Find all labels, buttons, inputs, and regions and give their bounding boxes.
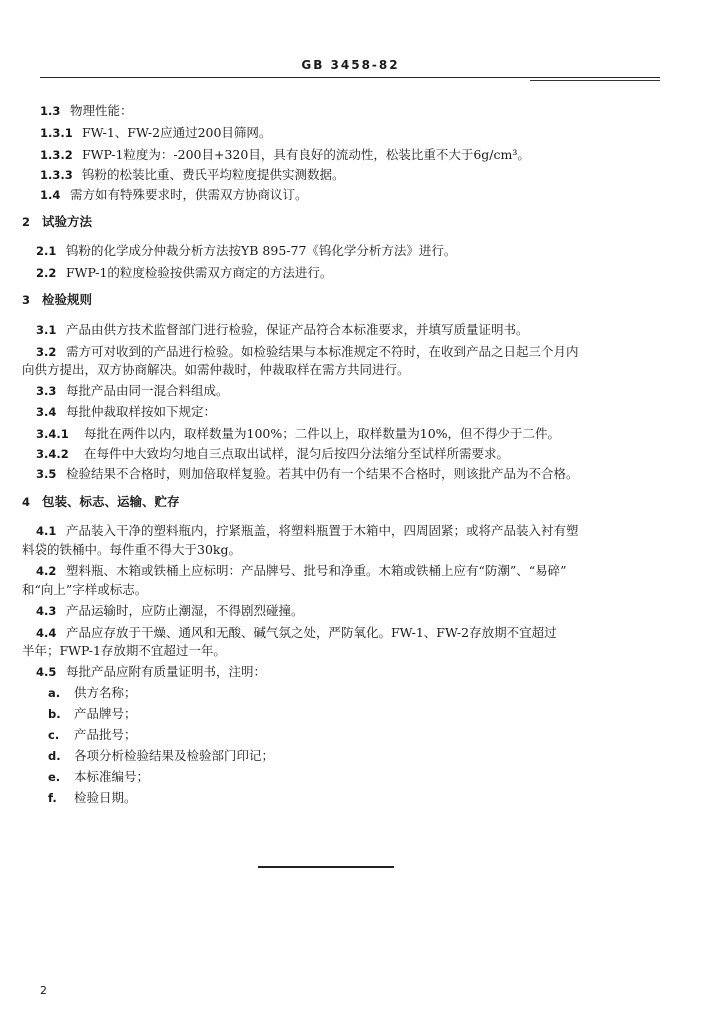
clause-text: 产品牌号； [74, 706, 137, 721]
clause-line [36, 523, 579, 539]
clause-number: a. [48, 686, 61, 700]
clause-text: FWP-1的粒度检验按供需双方商定的方法进行。 [66, 265, 333, 280]
clause-number: 4.2 [36, 564, 57, 578]
clause-number: 4.3 [36, 604, 57, 618]
clause-line [22, 542, 241, 558]
clause-number: 3.1 [36, 323, 57, 337]
clause-text: 半年；FWP-1存放期不宜超过一年。 [22, 643, 226, 658]
clause-text: 产品装入干净的塑料瓶内，拧紧瓶盖，将塑料瓶置于木箱中，四周固紧；或将产品装入衬有塑 [66, 523, 579, 538]
clause-number: 3.5 [36, 467, 57, 481]
clause-line [48, 727, 137, 743]
header-rule [40, 77, 660, 78]
clause-number: f. [48, 791, 57, 805]
clause-text: 料袋的铁桶中。每件重不得大于30kg。 [22, 542, 241, 557]
section-heading [22, 214, 92, 230]
standard-code-header: GB 3458-82 [301, 58, 400, 72]
clause-number: d. [48, 749, 61, 763]
clause-text: 各项分析检验结果及检验部门印记； [74, 748, 275, 763]
clause-number: e. [48, 770, 61, 784]
clause-number: 3.4.2 [36, 447, 69, 461]
clause-line [48, 706, 137, 722]
clause-number: 3.2 [36, 345, 57, 359]
clause-line [36, 344, 579, 360]
clause-number: 4.1 [36, 524, 57, 538]
clause-text: 产品应存放于干燥、通风和无酸、碱气氛之处，严防氧化。FW-1、FW-2存放期不宜超过 [66, 625, 557, 640]
clause-number: 3.4 [36, 405, 57, 419]
clause-line [36, 466, 579, 482]
end-rule [258, 866, 394, 868]
clause-text: 物理性能： [70, 103, 133, 118]
clause-text: 钨粉的松装比重、费氏平均粒度提供实测数据。 [82, 167, 345, 182]
clause-line [22, 582, 147, 598]
clause-number: 4 [22, 495, 31, 509]
clause-number: 1.3.1 [40, 126, 73, 140]
clause-line [36, 404, 216, 420]
clause-text: FW-1、FW-2应通过200目筛网。 [82, 125, 272, 140]
header-rule-secondary [530, 80, 660, 81]
clause-number: 1.3.3 [40, 168, 73, 182]
clause-text: 向供方提出，双方协商解决。如需仲裁时，仲裁取样在需方共同进行。 [22, 362, 410, 377]
clause-number: 4.4 [36, 626, 57, 640]
clause-text: 需方如有特殊要求时，供需双方协商议订。 [70, 187, 308, 202]
clause-line [36, 664, 266, 680]
clause-text: 试验方法 [42, 214, 93, 229]
clause-line [22, 362, 410, 378]
clause-text: 每批仲裁取样按如下规定： [66, 404, 217, 419]
clause-line [36, 603, 304, 619]
clause-line [40, 167, 345, 183]
clause-text: 每批产品应附有质量证明书，注明： [66, 664, 267, 679]
clause-text: 产品运输时，应防止潮湿，不得剧烈碰撞。 [66, 603, 304, 618]
clause-text: 检验日期。 [74, 790, 137, 805]
clause-text: 本标准编号； [74, 769, 150, 784]
clause-number: 1.4 [40, 188, 61, 202]
clause-line [36, 446, 509, 462]
clause-line [36, 563, 567, 579]
clause-number: 4.5 [36, 665, 57, 679]
clause-text: 检验结果不合格时，则加倍取样复验。若其中仍有一个结果不合格时，则该批产品为不合格。 [66, 466, 579, 481]
clause-number: 2.1 [36, 244, 57, 258]
clause-line [40, 147, 530, 163]
clause-text: 在每件中大致均匀地自三点取出试样，混匀后按四分法缩分至试样所需要求。 [84, 446, 510, 461]
page-number: 2 [40, 984, 47, 997]
clause-number: b. [48, 707, 61, 721]
clause-line [48, 769, 149, 785]
clause-line [36, 383, 229, 399]
clause-number: 1.3.2 [40, 148, 73, 162]
clause-line [36, 625, 557, 641]
clause-number: 3.4.1 [36, 427, 69, 441]
clause-number: 1.3 [40, 104, 61, 118]
clause-number: 2 [22, 215, 31, 229]
clause-line [40, 125, 271, 141]
clause-text: 每批在两件以内，取样数量为100%；二件以上，取样数量为10%，但不得少于二件。 [84, 426, 561, 441]
clause-text: 需方可对收到的产品进行检验。如检验结果与本标准规定不符时，在收到产品之日起三个月内 [66, 344, 579, 359]
clause-text: 供方名称； [74, 685, 137, 700]
clause-text: 塑料瓶、木箱或铁桶上应标明：产品牌号、批号和净重。木箱或铁桶上应有“防潮”、“易碎” [66, 563, 567, 578]
clause-text: 和“向上”字样或标志。 [22, 582, 148, 597]
clause-text: FWP-1粒度为：-200目+320目，具有良好的流动性，松装比重不大于6g/cm³。 [82, 147, 530, 162]
clause-line [36, 426, 560, 442]
clause-text: 检验规则 [42, 292, 93, 307]
clause-text: 包装、标志、运输、贮存 [42, 494, 180, 509]
section-heading [22, 494, 180, 510]
clause-number: 3 [22, 293, 31, 307]
section-heading [22, 292, 92, 308]
clause-line [48, 685, 137, 701]
clause-number: 2.2 [36, 266, 57, 280]
clause-number: 3.3 [36, 384, 57, 398]
clause-text: 产品批号； [74, 727, 137, 742]
clause-text: 每批产品由同一混合料组成。 [66, 383, 229, 398]
clause-line [48, 748, 274, 764]
clause-line [48, 790, 137, 806]
clause-line [36, 265, 332, 281]
clause-line [36, 243, 456, 259]
clause-text: 钨粉的化学成分仲裁分析方法按YB 895-77《钨化学分析方法》进行。 [66, 243, 457, 258]
clause-line [40, 103, 133, 119]
clause-line [36, 322, 529, 338]
clause-text: 产品由供方技术监督部门进行检验，保证产品符合本标准要求，并填写质量证明书。 [66, 322, 529, 337]
clause-line [22, 643, 226, 659]
clause-line [40, 187, 308, 203]
clause-number: c. [48, 728, 60, 742]
